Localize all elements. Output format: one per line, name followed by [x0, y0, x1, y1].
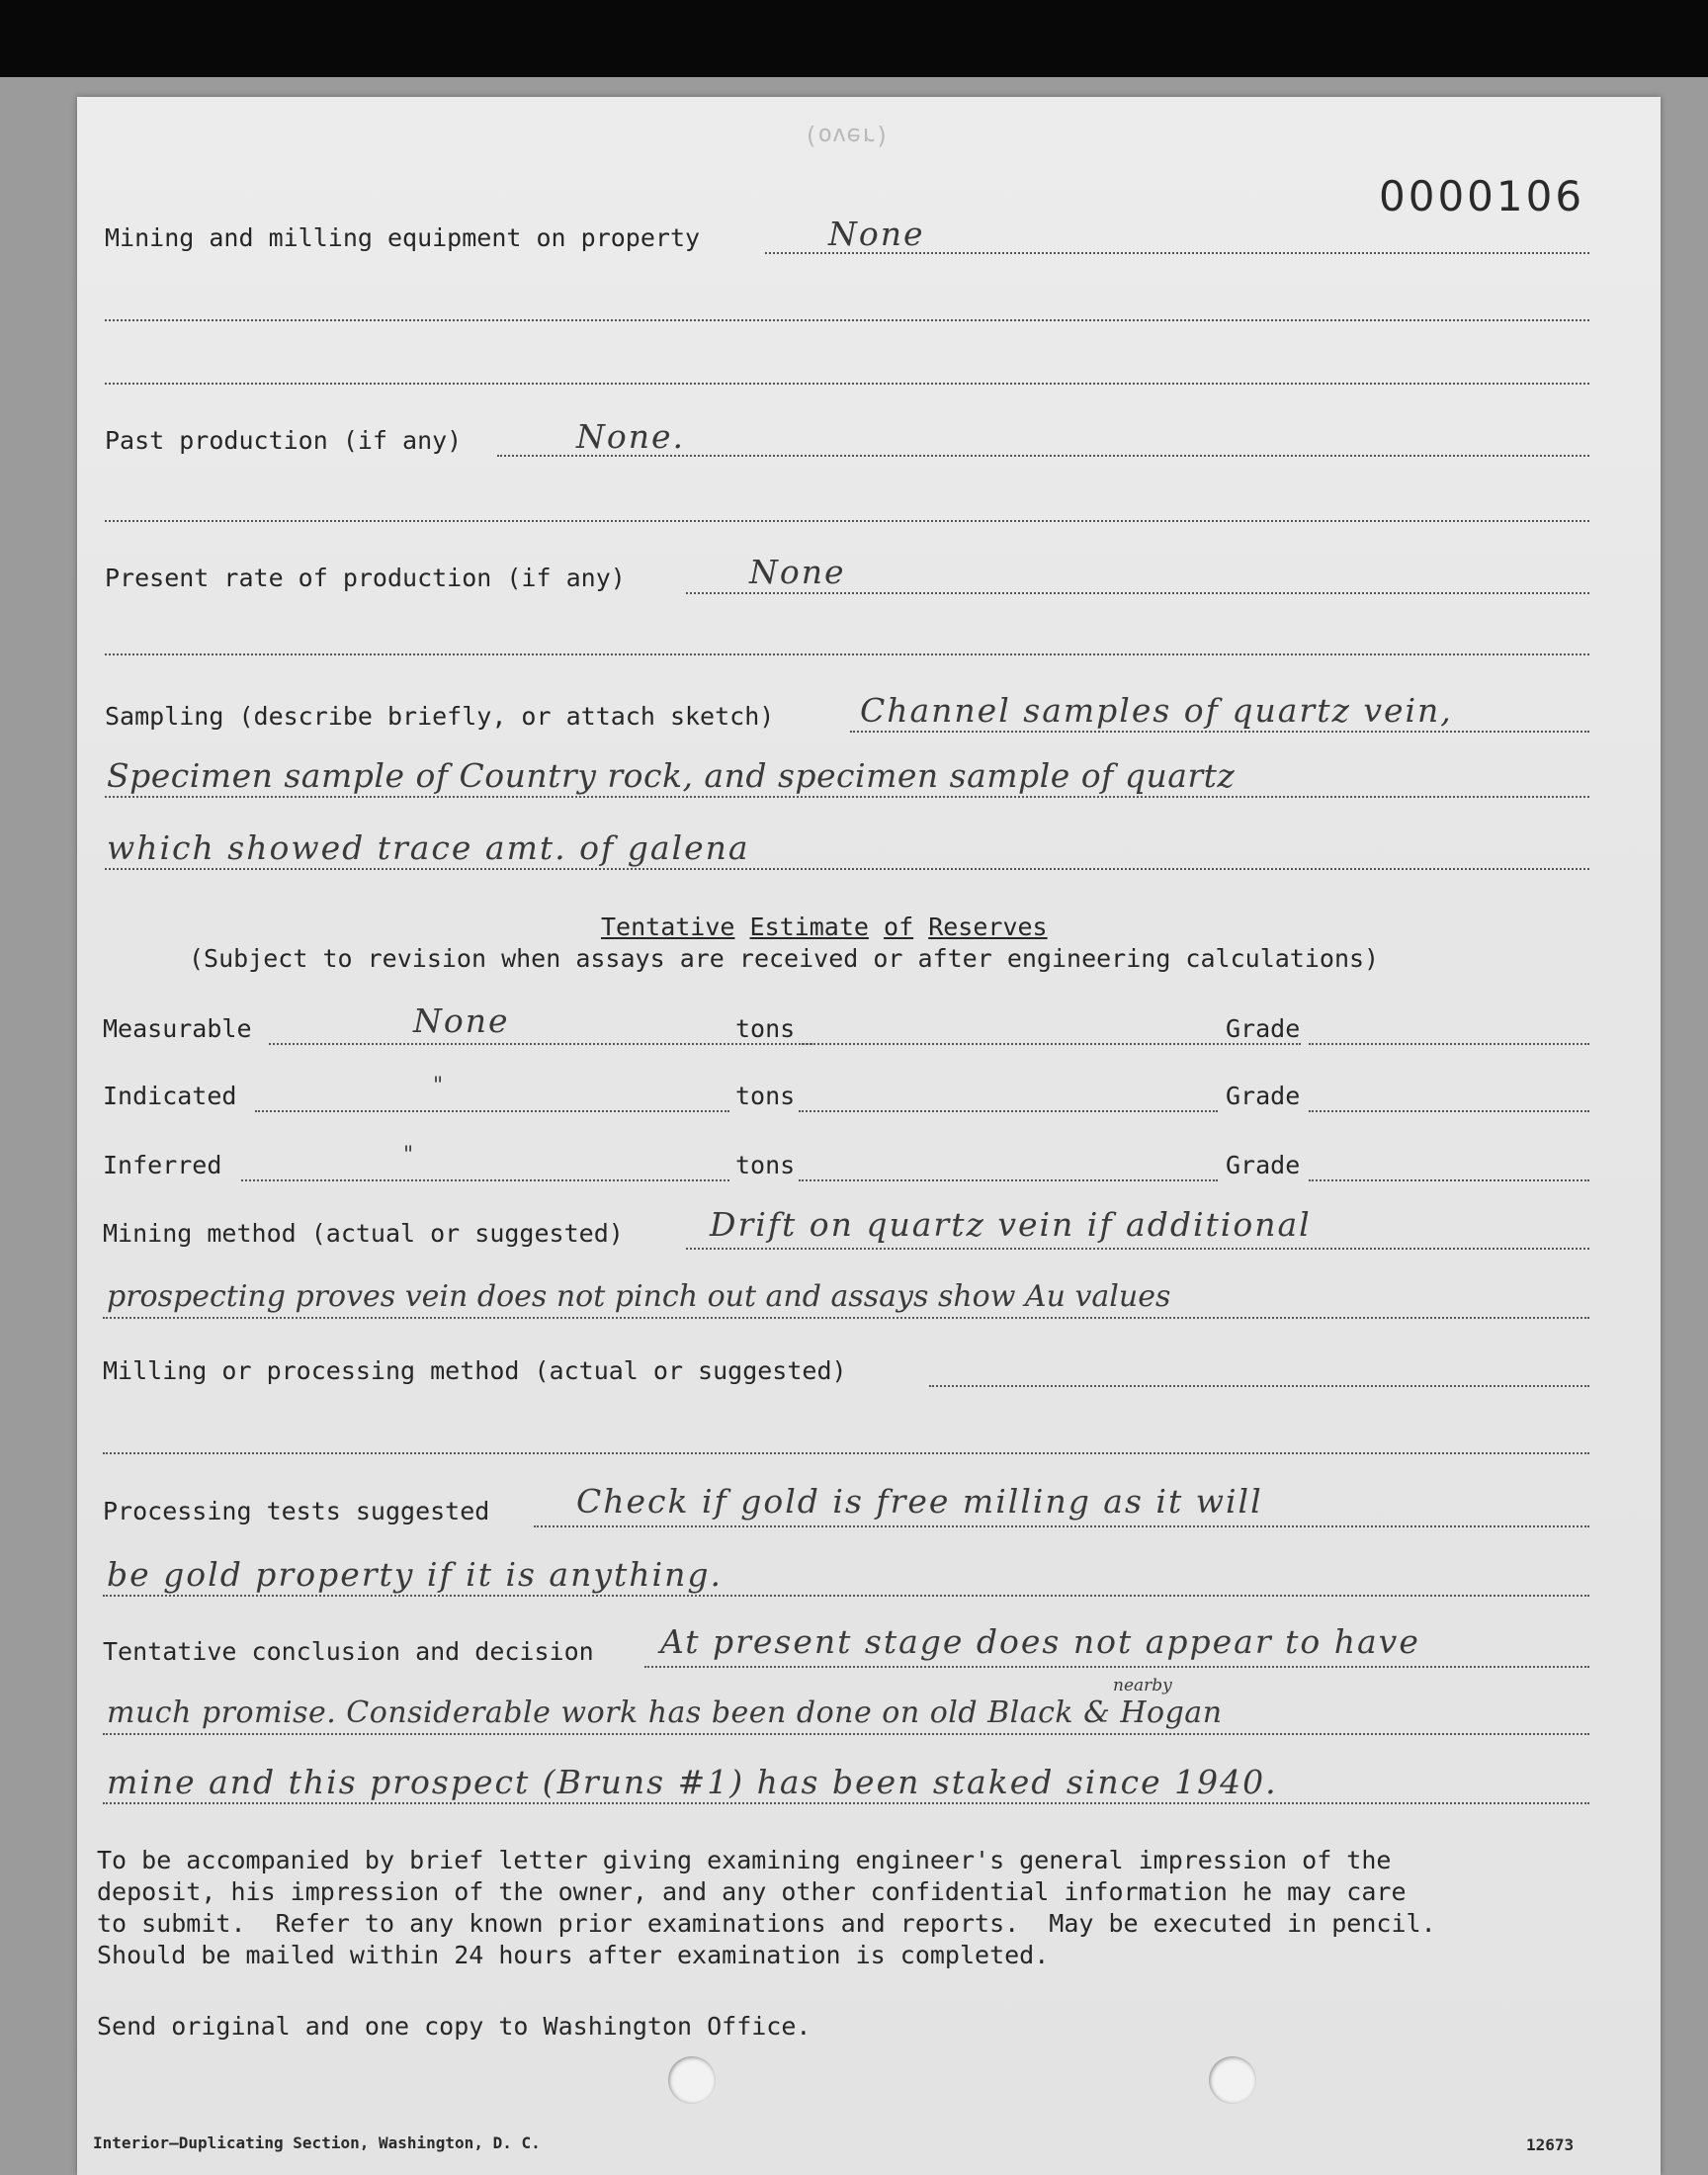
processing-tests-value-line2: be gold property if it is anything.: [107, 1555, 723, 1594]
fill-line: [1309, 1110, 1589, 1112]
heading-word: Reserves: [928, 913, 1048, 941]
conclusion-value-line3: mine and this prospect (Bruns #1) has been staked since 1940.: [107, 1763, 1278, 1801]
reserves-heading: [601, 913, 1048, 942]
conclusion-value-line1: At present stage does not appear to have: [660, 1622, 1420, 1661]
measurable-tons-label: tons: [735, 1014, 796, 1043]
inferred-label: Inferred: [103, 1151, 222, 1179]
sampling-value-line1: Channel samples of quartz vein,: [860, 691, 1453, 730]
conclusion-insert: nearby: [1113, 1676, 1172, 1696]
fill-line: [269, 1043, 812, 1045]
measurable-value: None: [413, 1001, 510, 1040]
instructions-line-3: to submit. Refer to any known prior examinations and reports. May be executed in pencil.: [97, 1909, 1436, 1938]
fill-line: [103, 1802, 1589, 1804]
fill-line: [103, 1595, 1589, 1597]
fill-line: [105, 383, 1589, 385]
inferred-tons-label: tons: [735, 1151, 796, 1179]
scanner-top-bar: [0, 0, 1708, 77]
fill-line: [105, 796, 1589, 798]
sampling-label: Sampling (describe briefly, or attach sketch): [105, 702, 775, 731]
instructions-line-1: To be accompanied by brief letter giving examining engineer's general impression of the: [97, 1846, 1392, 1874]
indicated-grade-label: Grade: [1226, 1082, 1301, 1110]
document-number: 0000106: [1379, 172, 1585, 220]
fill-line: [1309, 1043, 1589, 1045]
fill-line: [103, 1317, 1589, 1319]
heading-word: Estimate: [749, 913, 869, 941]
indicated-value: ": [433, 1074, 446, 1098]
measurable-label: Measurable: [103, 1014, 252, 1043]
fill-line: [929, 1385, 1589, 1387]
equipment-label: Mining and milling equipment on property: [105, 223, 701, 252]
instructions-line-2: deposit, his impression of the owner, and any other confidential information he may care: [97, 1877, 1407, 1906]
instructions-line-4: Should be mailed within 24 hours after examination is completed.: [97, 1941, 1050, 1969]
fill-line: [534, 1525, 1589, 1527]
footer-form-number: 12673: [1526, 2135, 1575, 2154]
past-production-label: Past production (if any): [105, 426, 463, 455]
fill-line: [103, 1452, 1589, 1454]
present-rate-value: None: [749, 553, 846, 591]
milling-method-label: Milling or processing method (actual or suggested): [103, 1356, 847, 1385]
binder-hole: [668, 2056, 716, 2104]
mining-method-value-line2: prospecting proves vein does not pinch out and assays show Au values: [107, 1279, 1171, 1314]
fill-line: [103, 1733, 1589, 1735]
reserves-subheading: (Subject to revision when assays are received or after engineering calculations): [189, 944, 1380, 973]
fill-line: [105, 520, 1589, 522]
conclusion-label: Tentative conclusion and decision: [103, 1637, 594, 1666]
past-production-value: None.: [576, 417, 686, 456]
form-page: [77, 97, 1661, 2175]
fill-line: [799, 1179, 1218, 1181]
fill-line: [105, 653, 1589, 655]
heading-word: Tentative: [601, 913, 735, 941]
fill-line: [644, 1666, 1589, 1668]
inferred-value: ": [403, 1143, 416, 1168]
heading-word: of: [884, 913, 914, 941]
sampling-value-line2: Specimen sample of Country rock, and specimen sample of quartz: [107, 756, 1236, 795]
mining-method-label: Mining method (actual or suggested): [103, 1219, 624, 1248]
processing-tests-label: Processing tests suggested: [103, 1497, 490, 1525]
present-rate-label: Present rate of production (if any): [105, 564, 626, 592]
measurable-grade-label: Grade: [1226, 1014, 1301, 1043]
conclusion-value-line2: much promise. Considerable work has been done on old Black & Hogan: [107, 1696, 1223, 1730]
fill-line: [105, 868, 1589, 870]
binder-hole: [1209, 2056, 1256, 2104]
ghost-text: (over): [804, 123, 890, 150]
fill-line: [686, 1248, 1589, 1250]
equipment-value: None: [828, 215, 925, 253]
mining-method-value-line1: Drift on quartz vein if additional: [710, 1205, 1312, 1244]
send-instructions: Send original and one copy to Washington Office.: [97, 2012, 811, 2041]
fill-line: [255, 1110, 729, 1112]
fill-line: [105, 319, 1589, 321]
fill-line: [686, 592, 1589, 594]
fill-line: [799, 1110, 1218, 1112]
indicated-label: Indicated: [103, 1082, 237, 1110]
processing-tests-value-line1: Check if gold is free milling as it will: [576, 1482, 1263, 1521]
fill-line: [850, 731, 1589, 733]
indicated-tons-label: tons: [735, 1082, 796, 1110]
footer-print-shop: Interior—Duplicating Section, Washington, D. C.: [93, 2133, 541, 2152]
sampling-value-line3: which showed trace amt. of galena: [107, 828, 750, 867]
fill-line: [1309, 1179, 1589, 1181]
inferred-grade-label: Grade: [1226, 1151, 1301, 1179]
fill-line: [241, 1179, 729, 1181]
